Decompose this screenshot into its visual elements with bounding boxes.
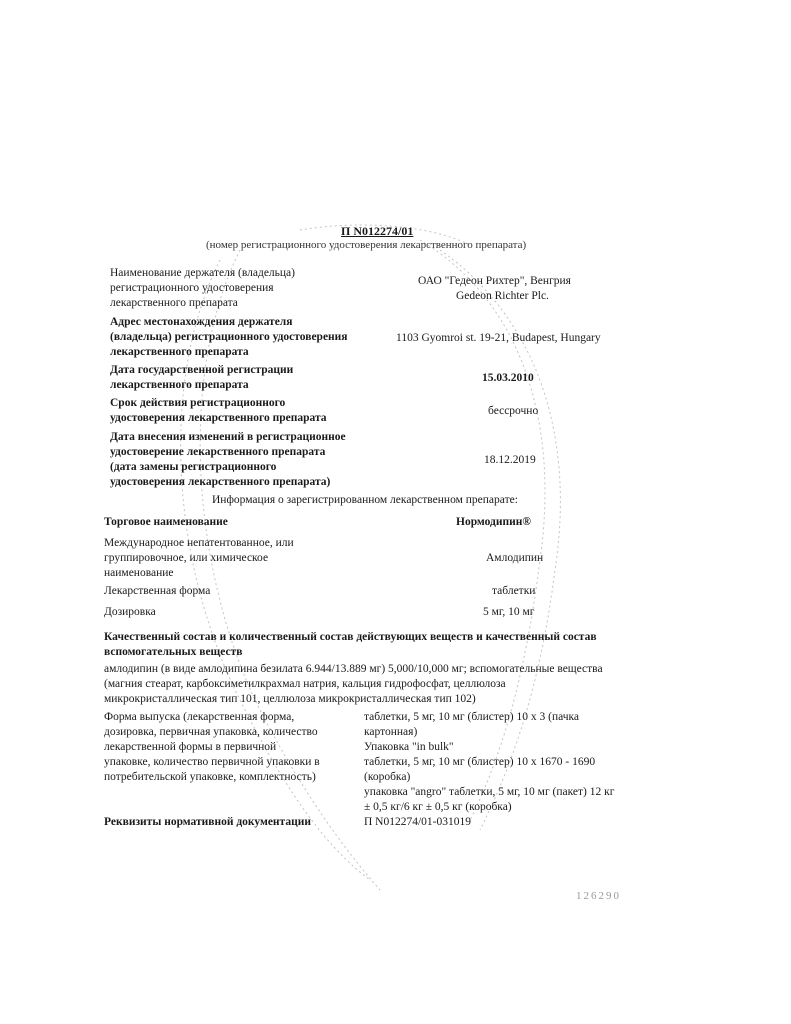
holder-value-en: Gedeon Richter Plc. bbox=[456, 290, 549, 302]
validity-value: бессрочно bbox=[488, 405, 539, 417]
dosage-form-label: Лекарственная форма bbox=[104, 585, 211, 597]
trade-name-label: Торговое наименование bbox=[104, 516, 228, 528]
change-date-label: Дата внесения изменений в регистрационное удостоверение лекарственного препарата (дата замены регистрационного удостоверения лекарственного препарата) bbox=[110, 431, 346, 488]
dosage-label: Дозировка bbox=[104, 606, 156, 618]
trade-name-value: Нормодипин® bbox=[456, 516, 531, 528]
reg-date-label: Дата государственной регистрации лекарственного препарата bbox=[110, 364, 294, 391]
holder-value-ru: ОАО "Гедеон Рихтер", Венгрия bbox=[418, 275, 571, 287]
packaging-label: Форма выпуска (лекарственная форма, дозировка, первичная упаковка, количество лекарственной формы в первичной упаковке, количество первичной упаковки в потребительской упаковке, комплектность) bbox=[104, 711, 320, 783]
composition-heading: Качественный состав и количественный состав действующих веществ и качественный состав вспомогательных веществ bbox=[104, 631, 597, 658]
registration-number-caption: (номер регистрационного удостоверения лекарственного препарата) bbox=[206, 239, 527, 251]
normative-label: Реквизиты нормативной документации bbox=[104, 816, 311, 828]
dosage-form-value: таблетки bbox=[492, 585, 536, 597]
validity-label: Срок действия регистрационного удостоверения лекарственного препарата bbox=[110, 397, 327, 424]
address-value: 1103 Gyomroi st. 19-21, Budapest, Hungary bbox=[396, 332, 601, 344]
dosage-value: 5 мг, 10 мг bbox=[483, 606, 535, 618]
inn-label: Международное непатентованное, или группировочное, или химическое наименование bbox=[104, 537, 294, 579]
inn-value: Амлодипин bbox=[486, 552, 544, 564]
registration-number: П N012274/01 bbox=[341, 224, 414, 238]
packaging-value: таблетки, 5 мг, 10 мг (блистер) 10 х 3 (пачка картонная) Упаковка "in bulk" таблетки, 5 мг, 10 мг (блистер) 10 х 1670 - 1690 (коробка) упаковка "angro" таблетки, 5 мг, 10 мг (пакет) 12 кг ± 0,5 кг/6 кг ± 0,5 кг (коробка) bbox=[364, 711, 615, 813]
footer-number: 126290 bbox=[576, 890, 621, 902]
address-label: Адрес местонахождения держателя (владельца) регистрационного удостоверения лекарственного препарата bbox=[110, 316, 348, 358]
composition-text: амлодипин (в виде амлодипина безилата 6.944/13.889 мг) 5,000/10,000 мг; вспомогательные вещества (магния стеарат, карбоксиметилкрахмал натрия, кальция гидрофосфат, целлюлоза микрокристаллическая тип 101, целлюлоза микрокристаллическая тип 102) bbox=[104, 663, 603, 705]
reg-date-value: 15.03.2010 bbox=[482, 372, 534, 384]
change-date-value: 18.12.2019 bbox=[484, 454, 536, 466]
holder-label: Наименование держателя (владельца) регистрационного удостоверения лекарственного препарата bbox=[110, 267, 295, 309]
info-heading: Информация о зарегистрированном лекарственном препарате: bbox=[212, 494, 518, 506]
normative-value: П N012274/01-031019 bbox=[364, 816, 472, 828]
